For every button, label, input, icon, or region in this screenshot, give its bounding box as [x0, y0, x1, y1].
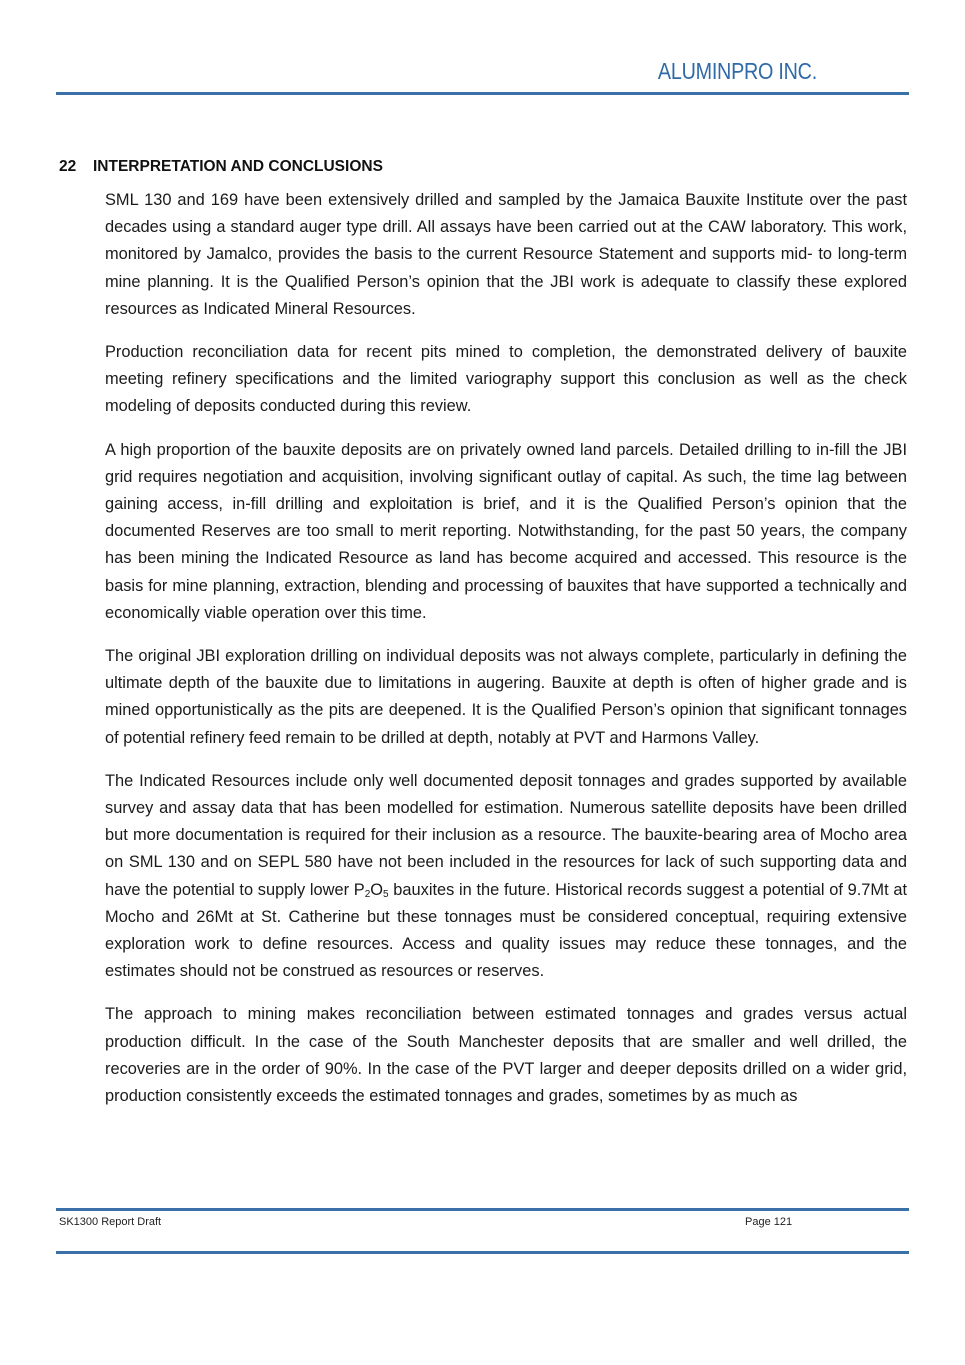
- company-name: ALUMINPRO INC.: [657, 58, 817, 84]
- section-heading: [59, 158, 383, 176]
- header-rule: [56, 92, 909, 95]
- paragraph-1: SML 130 and 169 have been extensively drilled and sampled by the Jamaica Bauxite Institute over the past decades using a standard auger type drill. All assays have been carried out at the CAW laboratory. This work, monitored by Jamalco, provides the basis to the current Resource Statement and supports mid- to long-term mine planning. It is the Qualified Person’s opinion that the JBI work is adequate to classify these explored resources as Indicated Mineral Resources.: [105, 191, 907, 318]
- paragraph-2: Production reconciliation data for recent pits mined to completion, the demonstrated delivery of bauxite meeting refinery specifications and the limited variography support this conclusion as well as the check modeling of deposits conducted during this review.: [105, 343, 907, 416]
- paragraph-5-oxygen: O: [370, 880, 384, 899]
- paragraph-5-part-2: bauxites in the future. Historical records suggest a potential of 9.7Mt at Mocho and 26Mt at St. Catherine but these tonnages must be considered conceptual, requiring extensive exploration work to define resources. Access and quality issues may reduce these tonnages, and the estimates should not be construed as resources or reserves.: [105, 880, 907, 981]
- body-text: [105, 187, 907, 1126]
- paragraph-3: A high proportion of the bauxite deposits are on privately owned land parcels. Detailed drilling to in-fill the JBI grid requires negotiation and acquisition, involving significant outlay of capital. As such, the time lag between gaining access, in-fill drilling and exploitation is brief, and it is the Qualified Person’s opinion that the documented Reserves are too small to merit reporting. Notwithstanding, for the past 50 years, the company has been mining the Indicated Resource as land has become acquired and accessed. This resource is the basis for mine planning, extraction, blending and processing of bauxites that have supported a technically and economically viable operation over this time.: [105, 440, 907, 622]
- footer-rule-bottom: [56, 1251, 909, 1254]
- paragraph-5-part-1: The Indicated Resources include only well documented deposit tonnages and grades supported by available survey and assay data that has been modelled for estimation. Numerous satellite deposits have been drilled but more documentation is required for their inclusion as a resource. The bauxite-bearing area of Mocho area on SML 130 and on SEPL 580 have not been included in the resources for lack of such supporting data and have the potential to supply lower P: [105, 771, 907, 899]
- footer-report-name: SK1300 Report Draft: [59, 1216, 162, 1228]
- section-title: INTERPRETATION AND CONCLUSIONS: [93, 158, 383, 175]
- section-number: 22: [59, 158, 77, 175]
- paragraph-5: [105, 768, 907, 986]
- footer-rule-top: [56, 1208, 909, 1211]
- paragraph-6: The approach to mining makes reconciliation between estimated tonnages and grades versus actual production difficult. In the case of the South Manchester deposits that are smaller and well drilled, the recoveries are in the order of 90%. In the case of the PVT larger and deeper deposits drilled on a wider grid, production consistently exceeds the estimated tonnages and grades, sometimes by as much as: [105, 1005, 907, 1106]
- footer-page-number: Page 121: [745, 1216, 793, 1228]
- subscript-5: 5: [383, 888, 389, 900]
- subscript-2: 2: [364, 888, 371, 900]
- paragraph-4: The original JBI exploration drilling on individual deposits was not always complete, particularly in defining the ultimate depth of the bauxite due to limitations in augering. Bauxite at depth is often of higher grade and is mined opportunistically as the pits are deepened. It is the Qualified Person’s opinion that significant tonnages of potential refinery feed remain to be drilled at depth, notably at PVT and Harmons Valley.: [105, 647, 907, 747]
